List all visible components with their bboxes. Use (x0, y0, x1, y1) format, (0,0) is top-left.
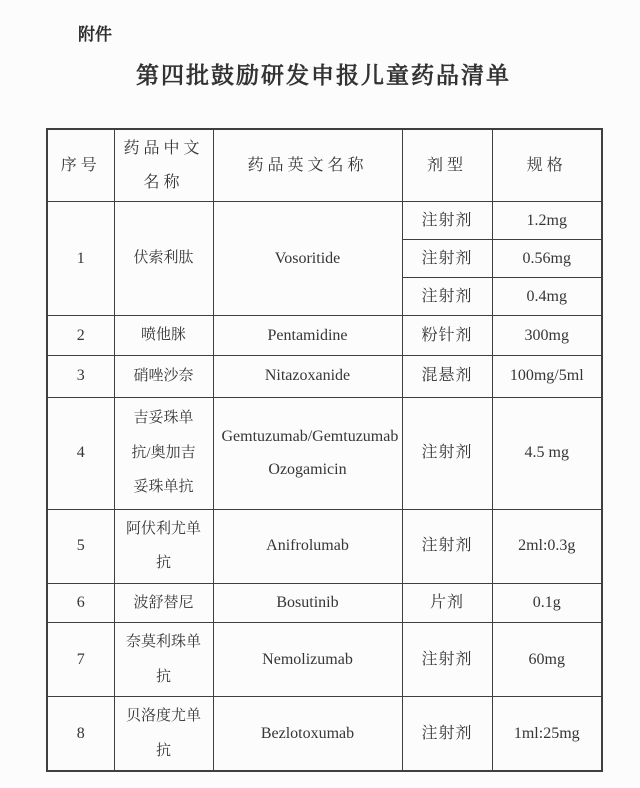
cell-cn-name: 波舒替尼 (114, 583, 213, 623)
page-title: 第四批鼓励研发申报儿童药品清单 (136, 63, 511, 88)
table-row (47, 583, 602, 623)
cell-en-name: Bosutinib (213, 583, 402, 623)
cell-cn-name: 硝唑沙奈 (114, 355, 213, 397)
cell-serial: 4 (47, 397, 114, 509)
cell-spec: 4.5 mg (492, 397, 602, 509)
cell-form: 注射剂 (402, 623, 492, 697)
cell-serial: 7 (47, 623, 114, 697)
cell-form: 注射剂 (402, 697, 492, 772)
cell-en-name: Bezlotoxumab (213, 697, 402, 772)
cell-cn-name: 阿伏利尤单抗 (114, 509, 213, 583)
cell-form: 片剂 (402, 583, 492, 623)
attachment-label: 附件 (78, 25, 112, 44)
cell-cn-name: 贝洛度尤单抗 (114, 697, 213, 772)
col-header-form: 剂型 (402, 129, 492, 202)
cell-cn-name: 喷他脒 (114, 316, 213, 356)
cell-form: 注射剂 (402, 240, 492, 278)
cell-en-name: Nemolizumab (213, 623, 402, 697)
header-row (47, 129, 602, 202)
cell-cn-name: 伏索利肽 (114, 202, 213, 316)
cell-spec: 60mg (492, 623, 602, 697)
cell-spec: 1.2mg (492, 202, 602, 240)
cell-spec: 0.4mg (492, 278, 602, 316)
col-header-serial: 序号 (47, 129, 114, 202)
cell-cn-name: 奈莫利珠单抗 (114, 623, 213, 697)
table-row (47, 623, 602, 697)
table-row (47, 697, 602, 772)
cell-en-name: Pentamidine (213, 316, 402, 356)
cell-spec: 300mg (492, 316, 602, 356)
col-header-cn-name: 药品中文名称 (114, 129, 213, 202)
cell-serial: 3 (47, 355, 114, 397)
cell-spec: 2ml:0.3g (492, 509, 602, 583)
table-row (47, 316, 602, 356)
cell-spec: 0.56mg (492, 240, 602, 278)
cell-serial: 8 (47, 697, 114, 772)
cell-en-name: Anifrolumab (213, 509, 402, 583)
cell-en-name: Gemtuzumab/Gemtuzumab Ozogamicin (213, 397, 402, 509)
cell-serial: 5 (47, 509, 114, 583)
table-row (47, 397, 602, 509)
cell-form: 注射剂 (402, 397, 492, 509)
table-row (47, 509, 602, 583)
cell-form: 注射剂 (402, 202, 492, 240)
table-row (47, 355, 602, 397)
cell-form: 粉针剂 (402, 316, 492, 356)
cell-spec: 100mg/5ml (492, 355, 602, 397)
cell-form: 混悬剂 (402, 355, 492, 397)
cell-en-name: Vosoritide (213, 202, 402, 316)
cell-form: 注射剂 (402, 509, 492, 583)
drug-list-table (46, 128, 603, 772)
cell-en-name: Nitazoxanide (213, 355, 402, 397)
cell-spec: 1ml:25mg (492, 697, 602, 772)
cell-spec: 0.1g (492, 583, 602, 623)
cell-form: 注射剂 (402, 278, 492, 316)
cell-serial: 1 (47, 202, 114, 316)
col-header-en-name: 药品英文名称 (213, 129, 402, 202)
cell-serial: 2 (47, 316, 114, 356)
col-header-spec: 规格 (492, 129, 602, 202)
table-row (47, 202, 602, 240)
cell-serial: 6 (47, 583, 114, 623)
cell-cn-name: 吉妥珠单抗/奥加吉妥珠单抗 (114, 397, 213, 509)
